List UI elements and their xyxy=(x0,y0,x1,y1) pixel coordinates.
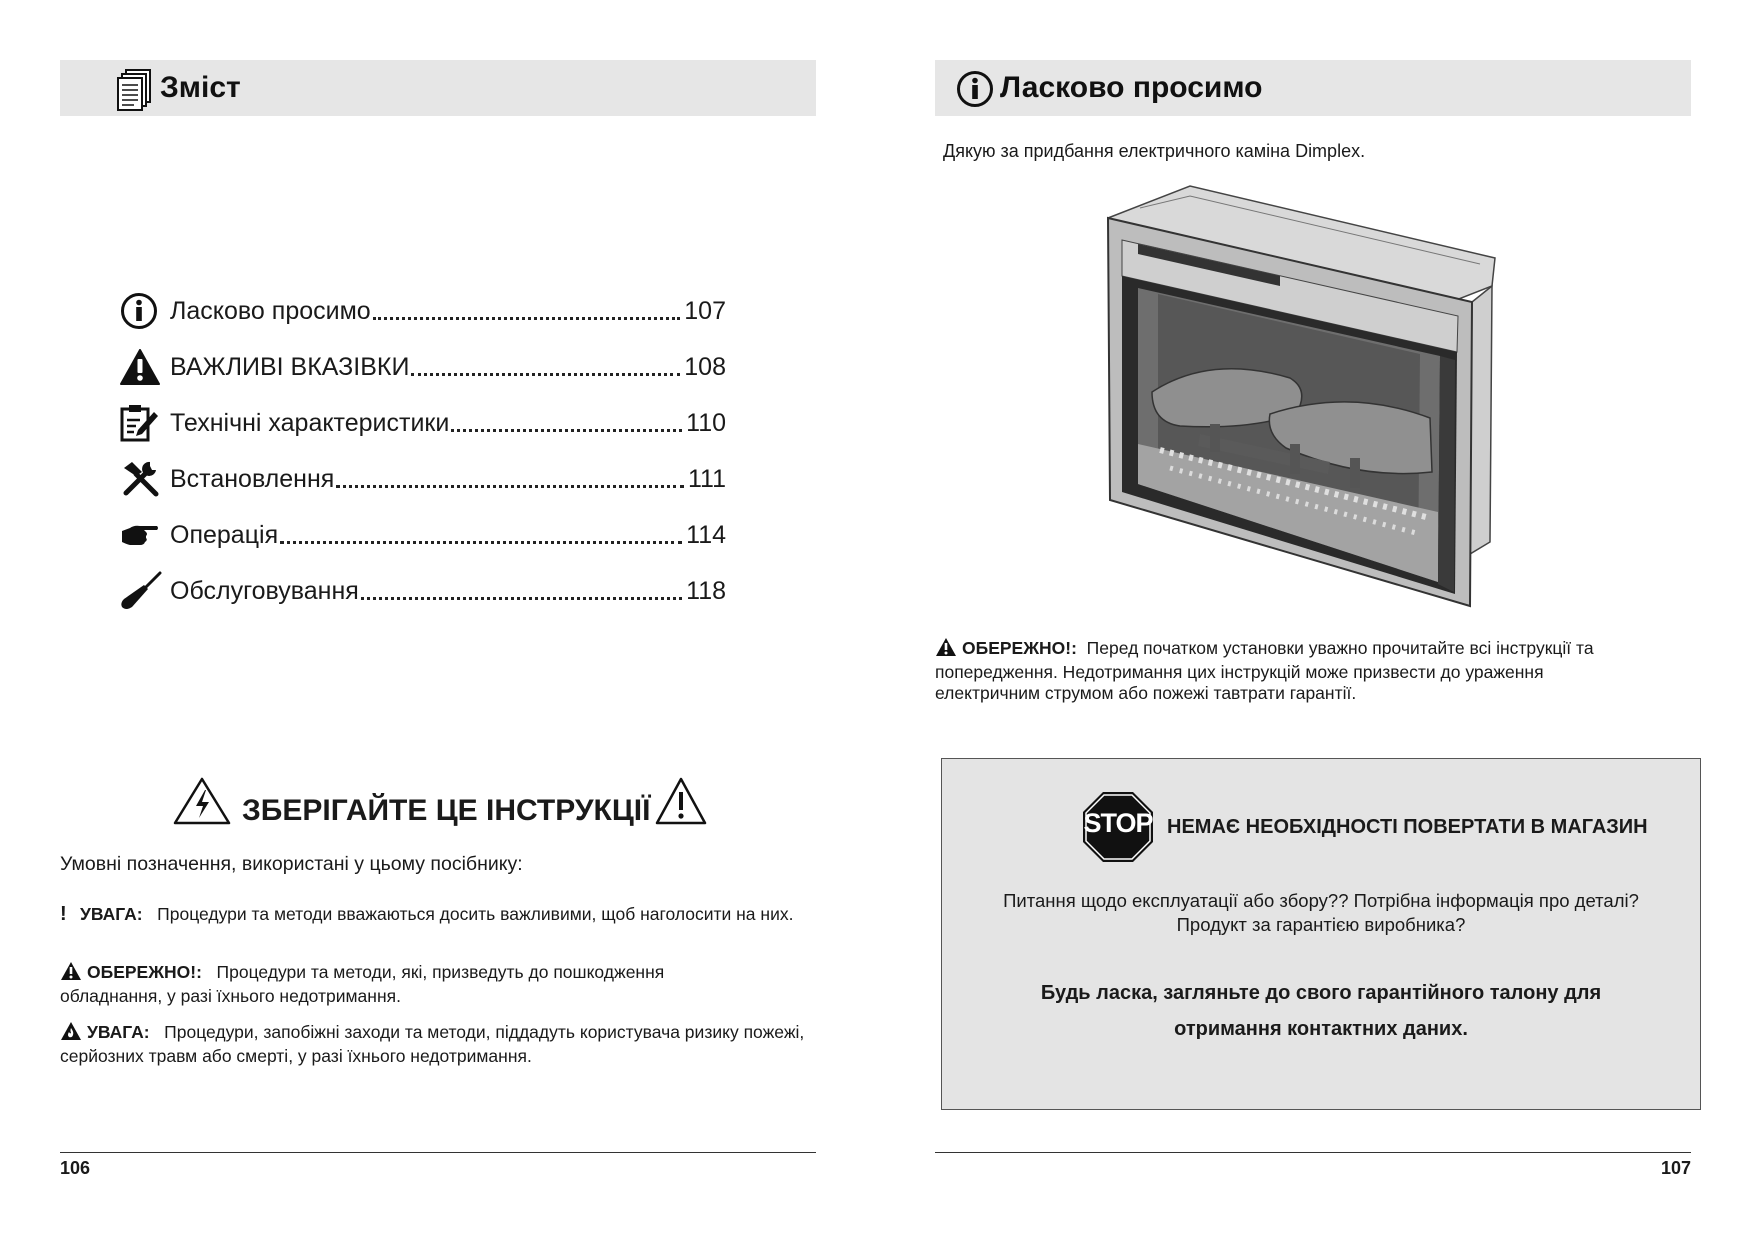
toc-label: Обслуговування xyxy=(170,576,359,605)
save-instructions-banner: ЗБЕРІГАЙТЕ ЦЕ ІНСТРУКЦІЇ xyxy=(242,794,651,827)
warning-fire-icon xyxy=(60,1021,82,1046)
no-return-heading: НЕМАЄ НЕОБХІДНОСТІ ПОВЕРТАТИ В МАГАЗИН xyxy=(1167,816,1648,838)
note-text: Процедури, запобіжні заходи та методи, піддадуть користувача ризику пожежі, серйозних травм або смерті, у разі їхнього недотримання. xyxy=(60,1022,805,1066)
warning-icon xyxy=(935,637,957,662)
toc-item-welcome[interactable] xyxy=(120,291,726,331)
tools-icon xyxy=(120,459,164,499)
fireplace-illustration xyxy=(1100,182,1500,608)
toc-page-number: 111 xyxy=(687,464,726,493)
toc-item-specifications[interactable] xyxy=(120,403,726,443)
left-header-title: Зміст xyxy=(160,71,241,104)
toc-page-number: 107 xyxy=(684,296,726,325)
toc-label: Операція xyxy=(170,520,279,549)
toc-label: Ласково просимо xyxy=(170,296,371,325)
toc-page-number: 114 xyxy=(686,520,726,549)
toc-label: ВАЖЛИВІ ВКАЗІВКИ xyxy=(170,352,410,381)
caution-text: Перед початком установки уважно прочитайте всі інструкції та попередження. Недотримання цих інструкцій може призвести до ураження електричним струмом або пожежі тавтрати гарантії. xyxy=(935,638,1594,703)
welcome-caution xyxy=(935,637,1635,704)
toc-label: Встановлення xyxy=(170,464,335,493)
right-page-number: 107 xyxy=(1660,1158,1691,1178)
warranty-line-2: отримання контактних даних. xyxy=(1174,1018,1468,1040)
document-stack-icon xyxy=(117,68,153,112)
note-caution xyxy=(60,961,750,1007)
legend-intro: Умовні позначення, використані у цьому посібнику: xyxy=(60,853,523,875)
left-footer-rule xyxy=(60,1152,816,1153)
toc-leader xyxy=(280,541,682,544)
info-icon xyxy=(956,70,994,108)
screwdriver-icon xyxy=(120,571,164,611)
warning-outline-icon xyxy=(655,776,707,826)
toc-leader xyxy=(336,485,684,488)
note-text: Процедури та методи вважаються досить важливими, щоб наголосити на них. xyxy=(157,904,794,924)
toc-item-operation[interactable] xyxy=(120,515,726,555)
toc-leader xyxy=(373,317,681,320)
warranty-line-1: Будь ласка, загляньте до свого гарантійного талону для xyxy=(1040,982,1602,1004)
note-warning xyxy=(60,1021,820,1067)
toc-item-maintenance[interactable] xyxy=(120,571,726,611)
toc-leader xyxy=(451,429,682,432)
info-icon xyxy=(120,291,164,331)
warning-icon xyxy=(120,347,164,387)
toc-leader xyxy=(411,373,680,376)
note-label: ОБЕРЕЖНО!: xyxy=(87,962,202,982)
caution-label: ОБЕРЕЖНО!: xyxy=(962,638,1077,658)
exclamation-icon: ! xyxy=(60,903,67,925)
toc-page-number: 108 xyxy=(684,352,726,381)
toc-item-important-instructions[interactable] xyxy=(120,347,726,387)
clipboard-icon xyxy=(120,403,164,443)
note-label: УВАГА: xyxy=(80,904,143,924)
toc-page-number: 118 xyxy=(686,576,726,605)
thanks-text: Дякую за придбання електричного каміна Dimplex. xyxy=(943,141,1366,161)
question-line-1: Питання щодо експлуатації або збору?? Потрібна інформація про деталі? xyxy=(1003,890,1639,911)
warning-icon xyxy=(60,961,82,986)
right-footer-rule xyxy=(935,1152,1691,1153)
pointing-hand-icon xyxy=(120,515,164,555)
question-line-2: Продукт за гарантією виробника? xyxy=(1176,914,1466,935)
right-header-title: Ласково просимо xyxy=(1000,71,1263,104)
toc-page-number: 110 xyxy=(686,408,726,437)
left-page-number: 106 xyxy=(60,1158,91,1178)
toc-leader xyxy=(361,597,682,600)
note-attention xyxy=(60,904,820,925)
electrical-hazard-icon xyxy=(172,776,232,826)
stop-sign-text: STOP xyxy=(1083,808,1153,838)
note-text: Процедури та методи, які, призведуть до пошкодження обладнання, у разі їхнього недотримання. xyxy=(60,962,665,1006)
note-label: УВАГА: xyxy=(87,1022,150,1042)
toc-label: Технічні характеристики xyxy=(170,408,450,437)
toc-item-installation[interactable] xyxy=(120,459,726,499)
